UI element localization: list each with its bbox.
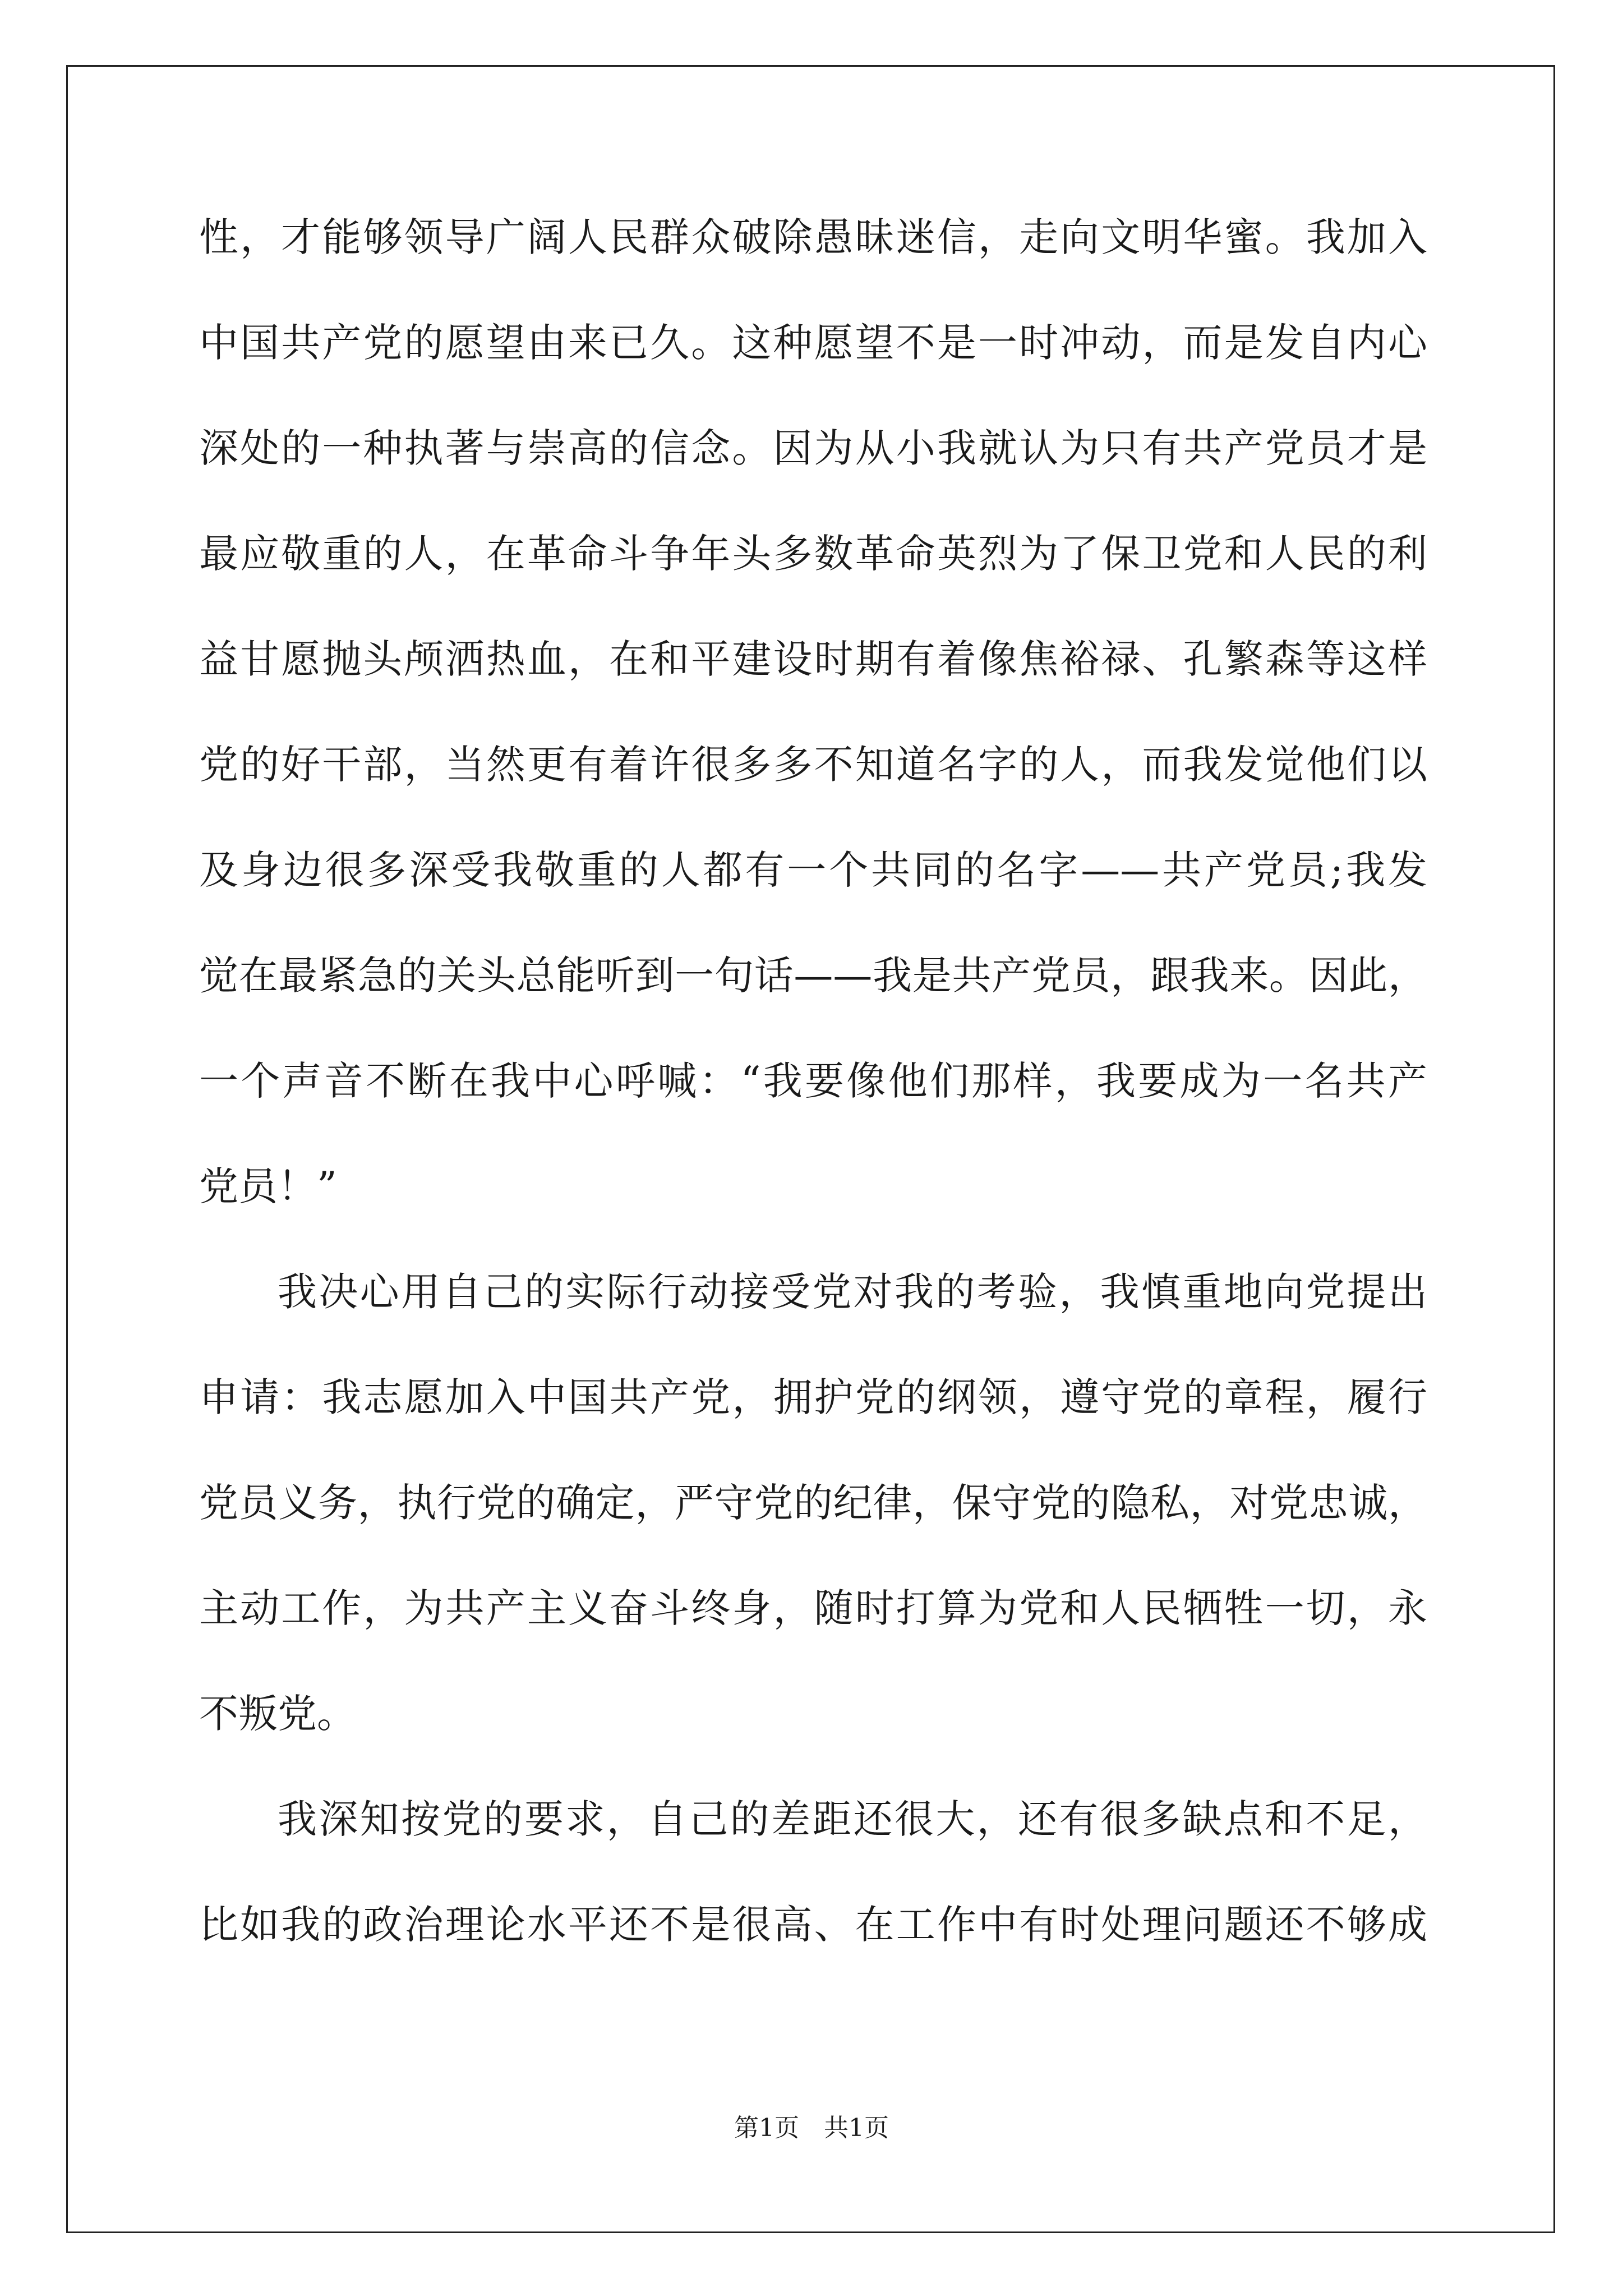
text-line: 申请：我志愿加入中国共产党，拥护党的纲领，遵守党的章程，履行 <box>199 1374 1427 1420</box>
page-footer <box>0 2114 1623 2142</box>
text-line: 比如我的政治理论水平还不是很高、在工作中有时处理问题还不够成 <box>199 1902 1427 1948</box>
text-line: 我决心用自己的实际行动接受党对我的考验，我慎重地向党提出 <box>278 1269 1427 1315</box>
text-line: 一个声音不断在我中心呼喊：“我要像他们那样，我要成为一名共产 <box>199 1058 1427 1104</box>
text-line: 及身边很多深受我敬重的人都有一个共同的名字——共产党员;我发 <box>199 847 1427 893</box>
text-line: 中国共产党的愿望由来已久。这种愿望不是一时冲动，而是发自内心 <box>199 320 1427 366</box>
text-line: 益甘愿抛头颅洒热血，在和平建设时期有着像焦裕禄、孔繁森等这样 <box>199 636 1427 682</box>
text-line: 党的好干部，当然更有着许很多多不知道名字的人，而我发觉他们以 <box>199 742 1427 788</box>
page-number: 第1页 <box>734 2114 799 2142</box>
body-text <box>199 214 1427 2010</box>
text-line: 深处的一种执著与崇高的信念。因为从小我就认为只有共产党员才是 <box>199 425 1427 471</box>
text-line: 性，才能够领导广阔人民群众破除愚昧迷信，走向文明华蜜。我加入 <box>199 214 1427 260</box>
text-line: 不叛党。 <box>199 1691 356 1737</box>
text-line: 觉在最紧急的关头总能听到一句话——我是共产党员，跟我来。因此， <box>199 953 1427 999</box>
text-line: 党员义务，执行党的确定，严守党的纪律，保守党的隐私，对党忠诚， <box>199 1480 1427 1526</box>
text-line: 我深知按党的要求，自己的差距还很大，还有很多缺点和不足， <box>278 1796 1427 1842</box>
text-line: 主动工作，为共产主义奋斗终身，随时打算为党和人民牺牲一切，永 <box>199 1585 1427 1631</box>
text-line: 党员！” <box>199 1163 337 1209</box>
text-line: 最应敬重的人，在革命斗争年头多数革命英烈为了保卫党和人民的利 <box>199 531 1427 577</box>
page-total: 共1页 <box>824 2114 889 2142</box>
